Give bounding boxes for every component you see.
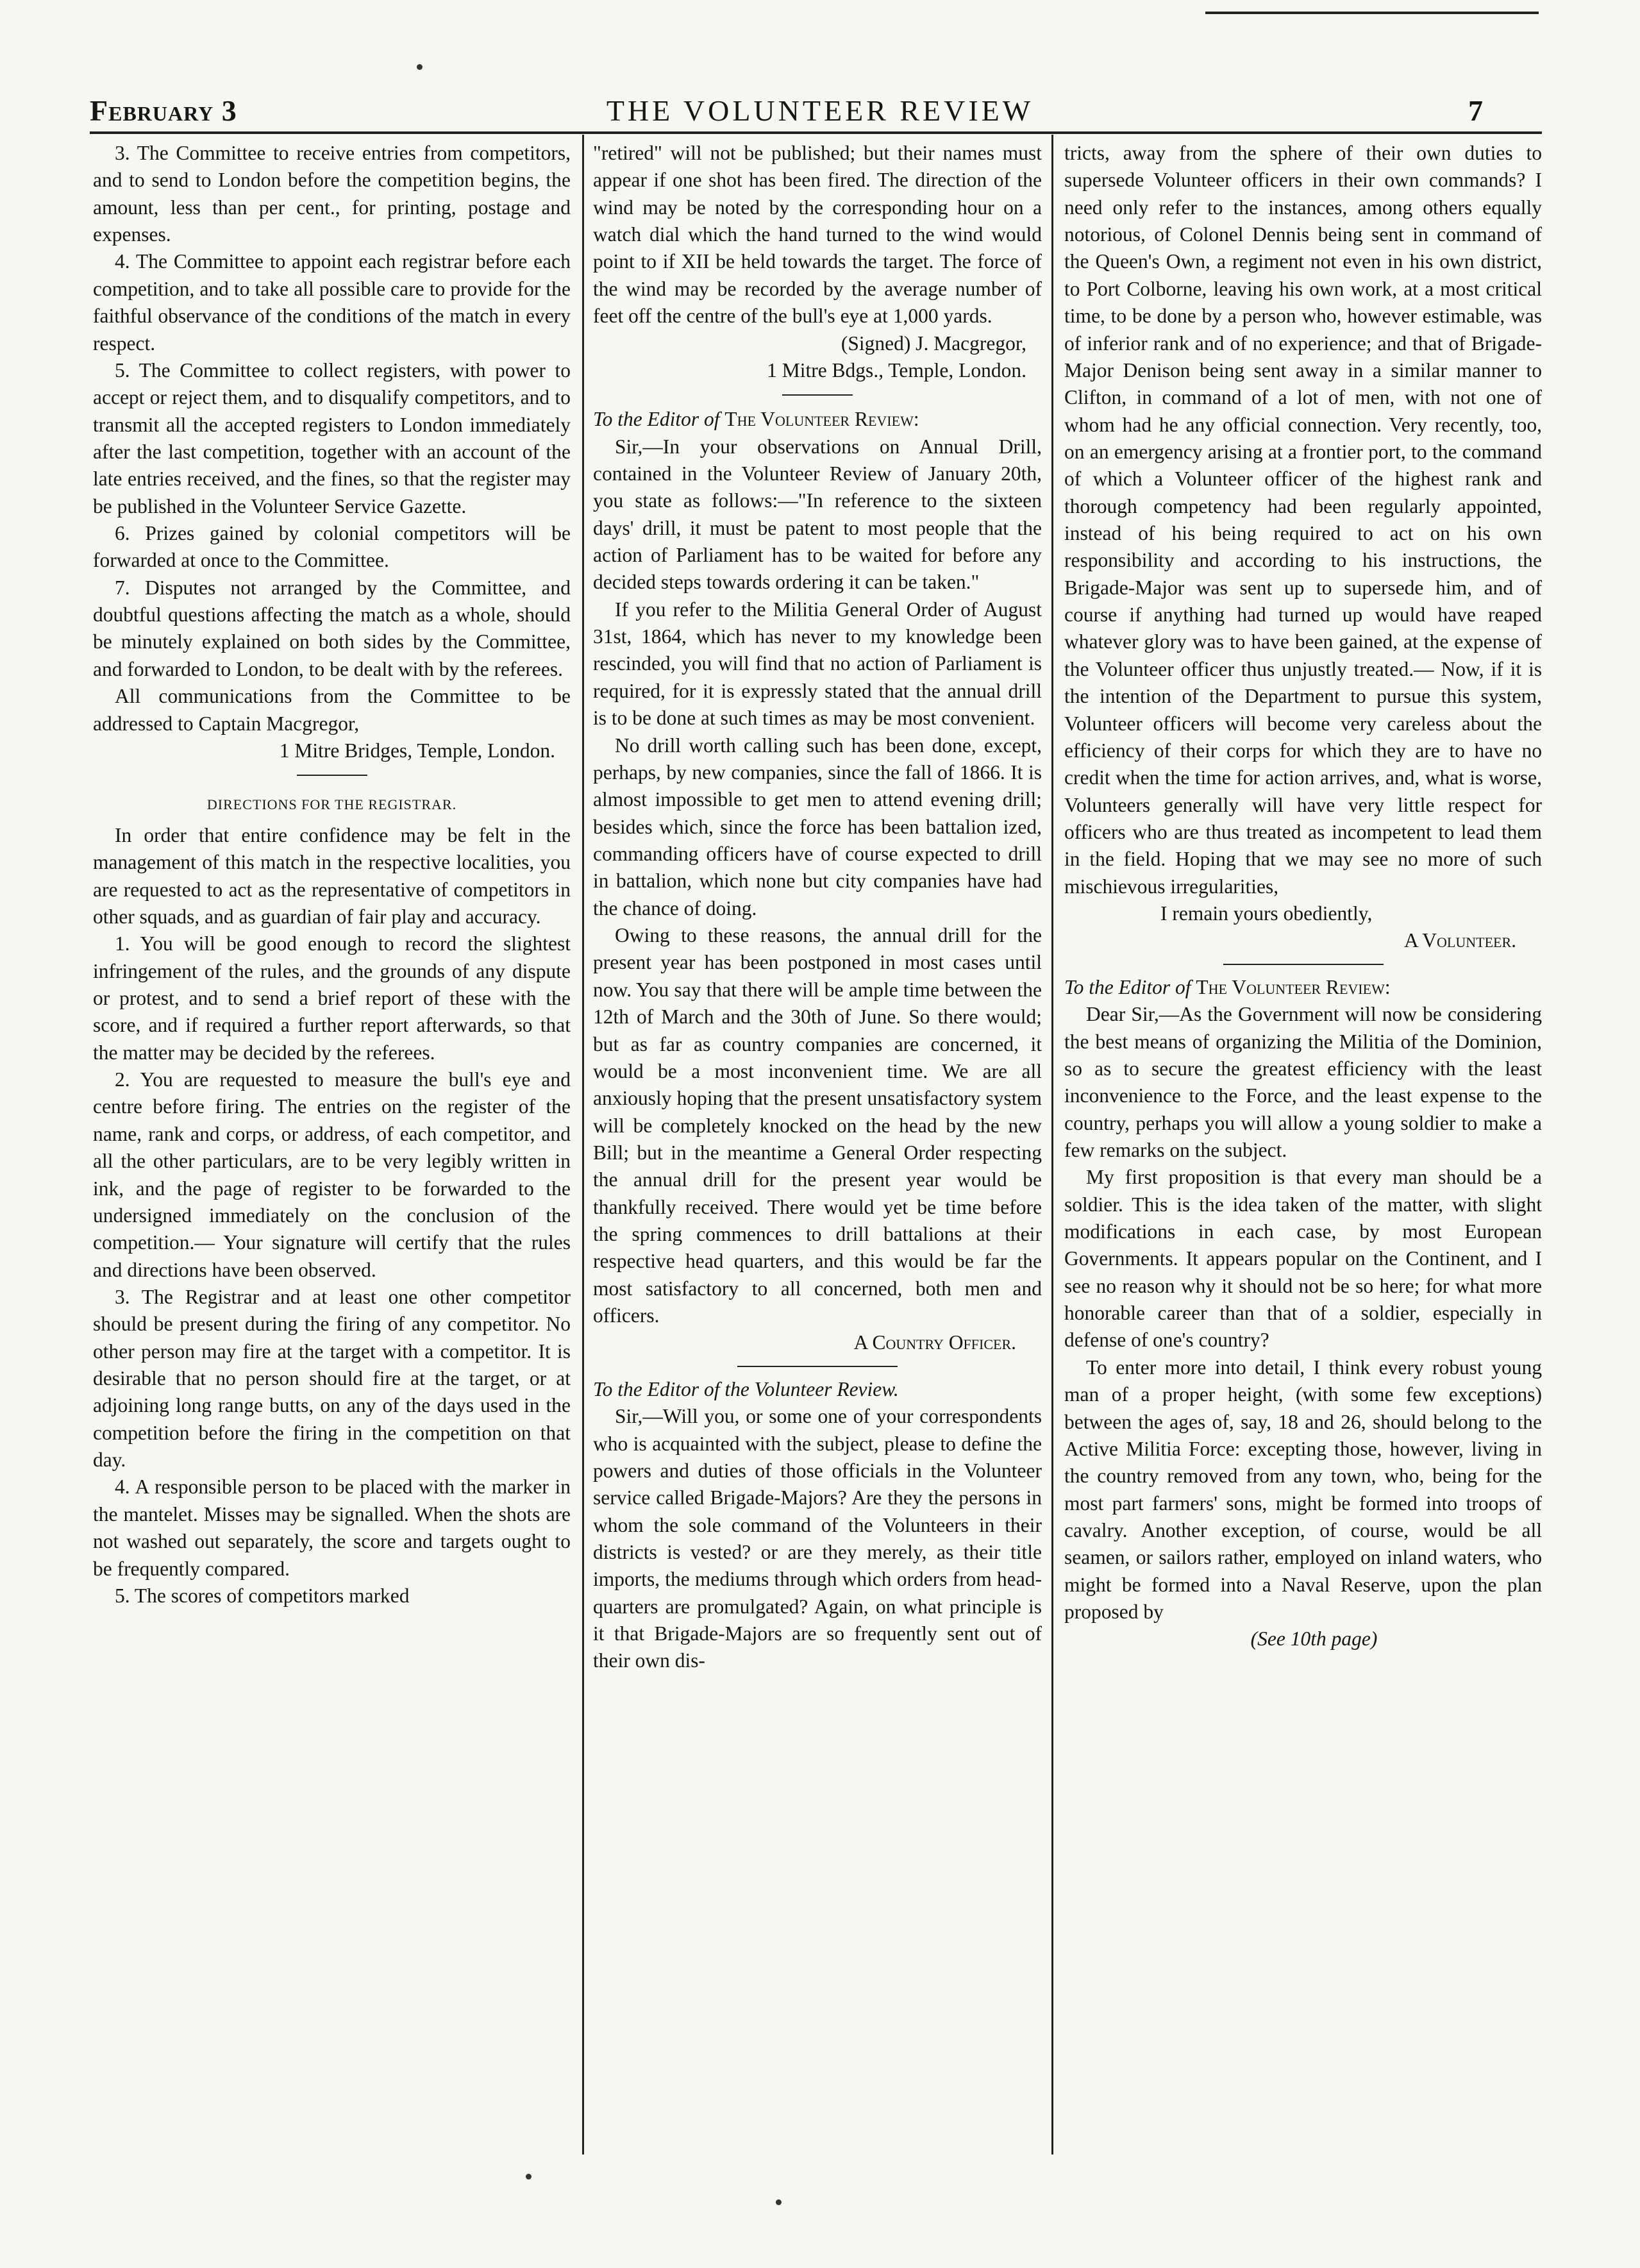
paragraph: 3. The Registrar and at least one other competitor should be present during the firing of any competitor. No other person may fire at the target with a competitor. It is desirable that no person should fire at the target, or at adjoining long range butts, on any of the days used in the competition before the firing in the competition on that day. xyxy=(93,1285,571,1472)
print-speck xyxy=(526,2174,531,2180)
address-line: 1 Mitre Bridges, Temple, London. xyxy=(279,739,555,762)
paragraph: Sir,—In your observations on Annual Drill, contained in the Volunteer Review of January 20th, you state as follows:—"In reference to the sixteen days' drill, it must be patent to most people that the action of Parliament has to be waited for before any decided steps towards ordering it can be taken." xyxy=(593,435,1042,594)
top-rule xyxy=(1205,12,1539,14)
print-speck xyxy=(776,2199,782,2205)
column-divider-2 xyxy=(1051,135,1053,2155)
paragraph: 5. The Committee to collect registers, with power to accept or reject them, and to disqualify competitors, and to transmit all the accepted registers to London immediately after the last competition, together with an account of the late entries received, and the fines, so that the register may be published in the Volunteer Service Gazette. xyxy=(93,358,571,517)
separator xyxy=(297,775,367,776)
paragraph: In order that entire confidence may be felt in the management of this match in the respective localities, you are requested to act as the representative of competitors in other squads, and as guardian of fair play and accuracy. xyxy=(93,823,571,928)
paragraph: To enter more into detail, I think every robust young man of a proper height, (with some few exceptions) between the ages of, say, 18 and 26, should belong to the Active Militia Force: excepting those, however, living in the country removed from any town, who, being for the most part farmers' sons, might be formed into troops of cavalry. Another exception, of course, would be all seamen, or sailors rather, employed on inland waters, who might be formed into a Naval Reserve, upon the plan proposed by xyxy=(1064,1356,1542,1624)
signature: (Signed) J. Macgregor, xyxy=(841,332,1026,355)
paragraph: 2. You are requested to measure the bull's eye and centre before firing. The entries on the register of the name, rank and corps, or address, of each competitor, and all the other particulars, are to be very legibly written in ink, and the page of register to be forwarded to the undersigned immediately on the conclusion of the competition.— Your signature will certify that the rules and directions have been observed. xyxy=(93,1068,571,1281)
paragraph: 4. The Committee to appoint each registrar before each competition, and to take all possible care to provide for the faithful observance of the conditions of the match in every respect. xyxy=(93,250,571,355)
issue-date: February 3 xyxy=(90,94,237,127)
address-line: 1 Mitre Bdgs., Temple, London. xyxy=(767,358,1026,382)
paragraph: Owing to these reasons, the annual drill for the present year has been postponed in most cases until now. You say that there will be ample time between the 12th of March and the 30th of June. So there would; but as far as country companies are concerned, it would be a most inconvenient time. We are all anxiously hoping that the present unsatisfactory system will be completely knocked on the head by the new Bill; but in the meantime a General Order respecting the annual drill for the present year would be thankfully received. There would yet be time before the spring commences to drill battalions at their respective head quarters, and this would be far the most satisfactory to all concerned, both men and officers. xyxy=(593,924,1042,1327)
signature: A Volunteer. xyxy=(1403,929,1516,952)
continuation-note: (See 10th page) xyxy=(1250,1627,1378,1651)
page-number: 7 xyxy=(1468,94,1483,127)
paragraph: tricts, away from the sphere of their own duties to supersede Volunteer officers in their own commands? I need only refer to the instances, among others equally notorious, of Colonel Dennis being sent in command of the Queen's Own, a regiment not even in his own district, to Port Colborne, leaving his own work, at a most critical time, to be done by a person who, however estimable, was of inferior rank and of no experience; and that of Brigade-Major Denison being sent away in a similar manner to Clifton, in command of a lot of men, with not one of whom had he any official connection. Very recently, too, on an emergency arising at a frontier port, to the command of which a Volunteer officer of the highest rank and thorough competency had been regularly appointed, instead of his being required to act on his own responsibility and according to his instructions, the Brigade-Major was sent up to supersede him, and of course if anything had turned up would have reaped whatever glory was to have been gained, at the expense of the Volunteer officer thus unjustly treated.— Now, if it is the intention of the Department to pursue this system, Volunteer officers will become very careless about the efficiency of their corps for which they are to have no credit when the time for action arrives, and, what is worse, Volunteers generally will have very little respect for officers who are thus treated as incompetent to lead them in the field. Hoping that we may see no more of such mischievous irregularities, xyxy=(1064,142,1542,898)
paragraph: 4. A responsible person to be placed with the marker in the mantelet. Misses may be signalled. When the shots are not washed out separately, the score and targets ought to be frequently compared. xyxy=(93,1475,571,1580)
paragraph: My first proposition is that every man should be a soldier. This is the idea taken of the matter, with slight modifications in each case, by most European Governments. It appears popular on the Continent, and I see no reason why it should not be so here; for what more honorable career than that of a soldier, especially in defense of one's country? xyxy=(1064,1166,1542,1352)
paragraph: Dear Sir,—As the Government will now be considering the best means of organizing the Militia of the Dominion, so as to secure the greatest efficiency with the least inconvenience to the Force, and the least expense to the country, perhaps you will allow a young soldier to make a few remarks on the subject. xyxy=(1064,1003,1542,1161)
paragraph: If you refer to the Militia General Order of August 31st, 1864, which has never to my knowledge been rescinded, you will find that no action of Parliament is required, for it is expressly stated that the annual drill is to be done at such times as may be most convenient. xyxy=(593,598,1042,730)
masthead-title: THE VOLUNTEER REVIEW xyxy=(606,94,1034,127)
signature: A Country Officer. xyxy=(853,1331,1016,1354)
column-3 xyxy=(1064,140,1542,2153)
column-1 xyxy=(93,140,571,2153)
paragraph: 6. Prizes gained by colonial competitors will be forwarded at once to the Committee. xyxy=(93,522,571,572)
letter-heading: To the Editor of The Volunteer Review: xyxy=(593,408,919,431)
paragraph: Sir,—Will you, or some one of your correspondents who is acquainted with the subject, please to define the powers and duties of those officials in the Volunteer service called Brigade-Majors? Are they the persons in whom the sole command of the Volunteers in their districts is vested? or are they merely, as their title imports, the mediums through which orders from head-quarters are promulgated? Again, on what principle is it that Brigade-Majors are so frequently sent out of their own dis- xyxy=(593,1405,1042,1672)
separator xyxy=(782,394,853,396)
column-2 xyxy=(593,140,1042,2153)
header-rule xyxy=(90,131,1542,134)
paragraph: 3. The Committee to receive entries from competitors, and to send to London before the competition begins, the amount, less than per cent., for printing, postage and expenses. xyxy=(93,142,571,246)
paragraph: 1. You will be good enough to record the slightest infringement of the rules, and the grounds of any dispute or protest, and to send a brief report of these with the score, and if required a further report afterwards, so that the matter may be decided by the referees. xyxy=(93,932,571,1064)
section-heading: DIRECTIONS FOR THE REGISTRAR. xyxy=(206,796,457,813)
letter-heading: To the Editor of The Volunteer Review: xyxy=(1064,975,1391,998)
letter-heading: To the Editor of the Volunteer Review. xyxy=(593,1377,899,1400)
paragraph: 5. The scores of competitors marked xyxy=(115,1584,410,1607)
paragraph: "retired" will not be published; but their names must appear if one shot has been fired. The direction of the wind may be noted by the corresponding hour on a watch dial which the hand turned to the wind would point to if XII be held towards the target. The force of the wind may be recorded by the average number of feet off the centre of the bull's eye at 1,000 yards. xyxy=(593,142,1042,328)
paragraph: No drill worth calling such has been done, except, perhaps, by new companies, since the fall of 1866. It is almost impossible to get men to attend evening drill; besides which, since the force has been battalion ized, commanding officers have of course expected to drill in battalion, which none but city companies have had the chance of doing. xyxy=(593,734,1042,920)
separator xyxy=(737,1366,898,1367)
closing-line: I remain yours obediently, xyxy=(1160,902,1373,925)
paragraph: All communications from the Committee to be addressed to Captain Macgregor, xyxy=(93,685,571,735)
paragraph: 7. Disputes not arranged by the Committee, and doubtful questions affecting the match as a whole, should be minutely explained on both sides by the Committee, and forwarded to London, to be dealt with by the referees. xyxy=(93,576,571,680)
column-divider-1 xyxy=(582,135,584,2155)
separator xyxy=(1223,964,1384,965)
print-speck xyxy=(417,64,423,70)
